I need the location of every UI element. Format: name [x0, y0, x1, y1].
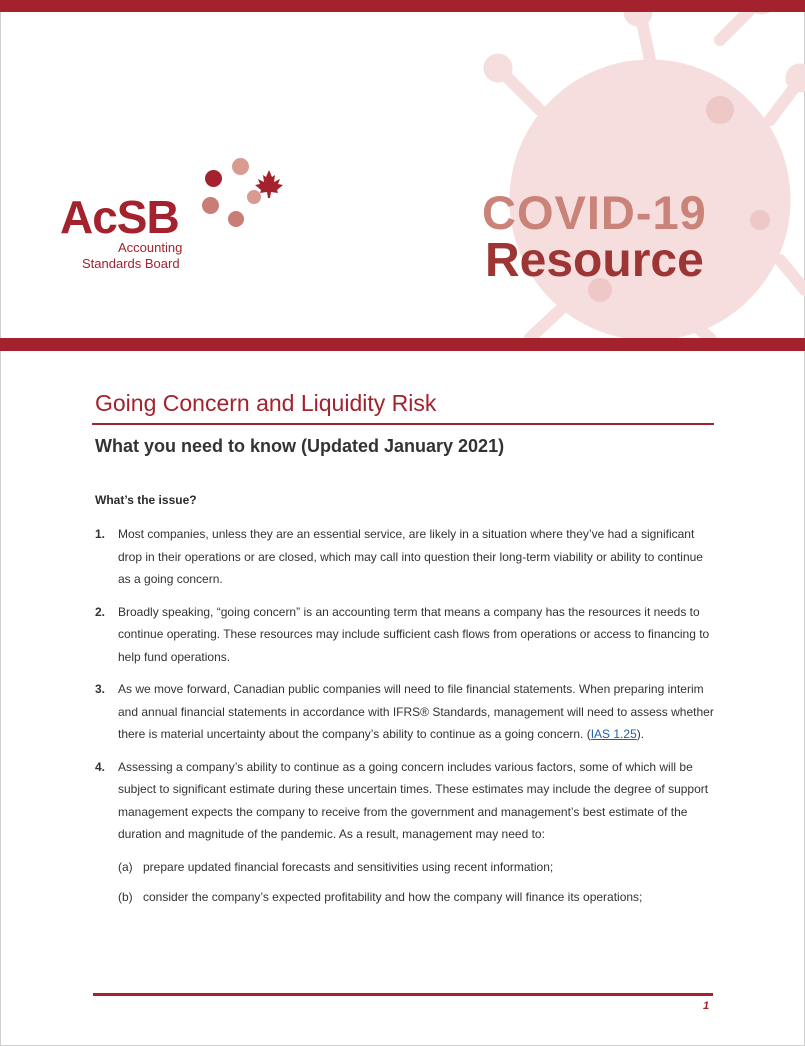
header-divider-bar: [0, 338, 805, 351]
logo-dot-icon: [205, 170, 222, 187]
logo-dot-icon: [228, 211, 244, 227]
logo-line-2: Standards Board: [82, 256, 180, 271]
covid-label: COVID-19: [482, 186, 707, 239]
sub-list-text: consider the company’s expected profitability and how the company will finance its operations;: [143, 889, 643, 904]
sub-list-item: [118, 886, 715, 908]
sub-list-label: (b): [118, 889, 133, 904]
sub-list-text: prepare updated financial forecasts and sensitivities using recent information;: [143, 859, 554, 874]
resource-label: Resource: [485, 234, 704, 287]
list-text: As we move forward, Canadian public companies will need to file financial statements. When preparing interim and annual financial statements in accordance with IFRS® Standards, management will need to assess whether there is material uncertainty about the company’s ability to continue as a going concern. (: [118, 682, 714, 741]
issue-list: [95, 523, 715, 916]
list-item: [95, 601, 715, 669]
list-item: [95, 678, 715, 746]
footer-rule: [93, 993, 713, 996]
list-text: Broadly speaking, “going concern” is an accounting term that means a company has the resources it needs to continue operating. These resources may include sufficient cash flows from operations or access to financing to help fund operations.: [118, 604, 710, 664]
logo-dot-icon: [202, 197, 219, 214]
maple-leaf-icon: [254, 169, 284, 199]
sub-list-label: (a): [118, 859, 133, 874]
list-text-end: ).: [636, 727, 645, 741]
top-accent-bar: [0, 0, 805, 12]
acsb-logo: [60, 150, 300, 280]
title-rule: [92, 423, 714, 425]
list-text: Most companies, unless they are an essential service, are likely in a situation where they’ve had a significant drop in their operations or are closed, which may call into question their long-term viability or ability to continue as a going concern.: [118, 527, 703, 586]
page-title: Going Concern and Liquidity Risk: [95, 390, 437, 416]
list-number: 2.: [95, 604, 106, 619]
list-number: 3.: [95, 682, 106, 696]
logo-line-1: Accounting: [118, 240, 183, 255]
page-subtitle: What you need to know (Updated January 2021): [95, 436, 505, 456]
list-text: Assessing a company’s ability to continue as a going concern includes various factors, some of which will be subject to significant estimate during these uncertain times. These estimates may include the degree of support management expects the company to receive from the government and management’s best estimate of the duration and magnitude of the pandemic. As a result, management may need to:: [118, 759, 709, 841]
page-number: 1: [703, 1000, 710, 1012]
section-label: What’s the issue?: [95, 493, 197, 507]
list-number: 4.: [95, 759, 106, 774]
list-item: [95, 756, 715, 846]
sub-list-item: [118, 856, 715, 878]
logo-dot-icon: [232, 158, 249, 175]
list-number: 1.: [95, 527, 106, 541]
list-item: [95, 523, 715, 591]
ias-link[interactable]: IAS 1.25: [590, 727, 637, 741]
logo-abbrev: AcSB: [60, 191, 179, 243]
